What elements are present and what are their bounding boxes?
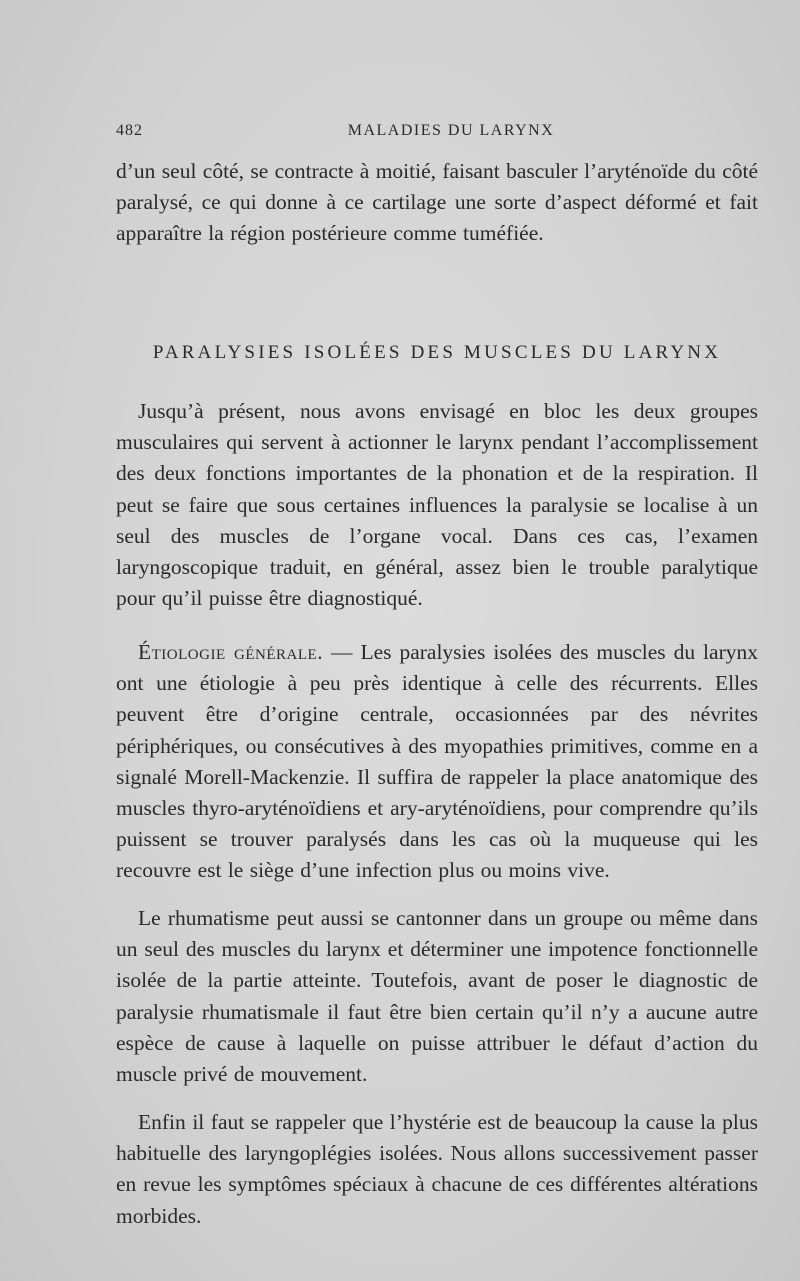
paragraph-intro: Jusqu’à présent, nous avons envisagé en bloc les deux groupes musculaires qui servent à actionner le larynx pendant l’accomplissement des deux fonctions importantes de la phonation et de la respiration. Il peut se faire que sous certaines influences la paralysie se localise à un seul des muscles de l’organe vocal. Dans ces cas, l’examen laryngoscopique traduit, en général, assez bien le trouble paralytique pour qu’il puisse être diagnostiqué. (116, 399, 758, 611)
etiology-lead: Étiologie générale. (138, 640, 324, 664)
page-number: 482 (116, 122, 143, 139)
paragraph-continuation: d’un seul côté, se contracte à moitié, faisant basculer l’aryténoïde du côté paralysé, ce qui donne à ce cartilage une sorte d’aspect déformé et fait apparaître la région postérieure comme tuméfiée. (116, 159, 759, 246)
paragraph-hysteria: Enfin il faut se rappeler que l’hystérie est de beaucoup la cause la plus habituelle des laryngoplégies isolées. Nous allons successivement passer en revue les symptômes spéciaux à chacune de ces différentes altérations morbides. (116, 1110, 758, 1228)
running-title: MALADIES DU LARYNX (347, 122, 555, 139)
paragraph-rheumatism: Le rhumatisme peut aussi se cantonner dans un groupe ou même dans un seul des muscles du larynx et déterminer une impotence fonctionnelle isolée de la partie atteinte. Toutefois, avant de poser le diagnostic de paralysie rhumatismale il faut être bien certain qu’il n’y a aucune autre espèce de cause à laquelle on puisse attribuer le défaut d’action du muscle privé de mouvement. (116, 906, 758, 1087)
paragraph-etiology (116, 637, 758, 887)
section-heading: PARALYSIES ISOLÉES DES MUSCLES DU LARYNX (152, 342, 722, 363)
page-header (116, 122, 756, 146)
etiology-text: — Les paralysies isolées des muscles du larynx ont une étiologie à peu près identique à celle des récurrents. Elles peuvent être d’origine centrale, occasionnées par des névrites périphériques, ou consécutives à des myopathies primitives, comme en a signalé Morell-Mackenzie. Il suffira de rappeler la place anatomique des muscles thyro-aryténoïdiens et ary-aryténoïdiens, pour comprendre qu’ils puissent se trouver paralysés dans les cas où la muqueuse qui les recouvre est le siège d’une infection plus ou moins vive. (116, 640, 758, 883)
